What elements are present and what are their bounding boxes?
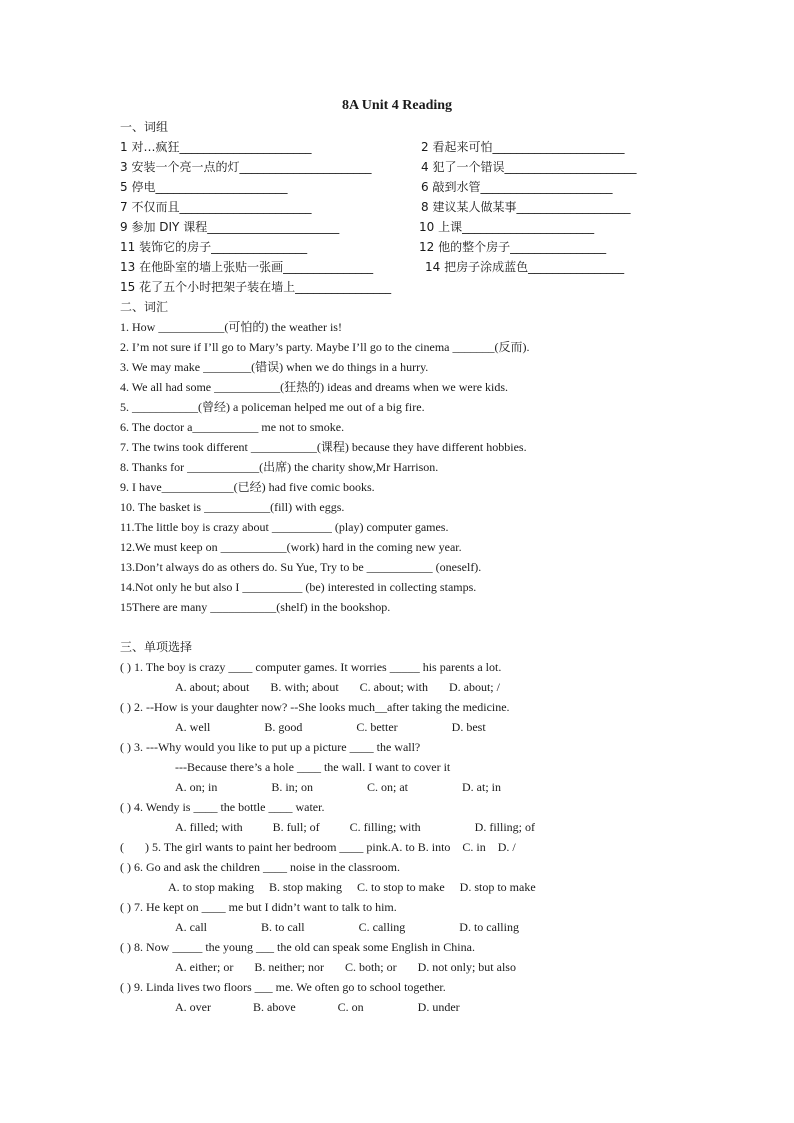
mc-question: ( ) 8. Now _____ the young ___ the old can speak some English in China. [120, 940, 475, 954]
mc-question: ( ) 9. Linda lives two floors ___ me. We often go to school together. [120, 980, 446, 994]
page-title: 8A Unit 4 Reading [341, 98, 453, 113]
phrase-item: 7 不仅而且______________________ [120, 200, 312, 214]
phrase-item: 1 对…疯狂______________________ [120, 140, 312, 154]
phrase-item: 10 上课______________________ [419, 220, 595, 234]
mc-options: A. to stop making B. stop making C. to stop to make D. stop to make [168, 880, 536, 894]
mc-question: ( ) 4. Wendy is ____ the bottle ____ water. [120, 800, 325, 814]
vocab-item: 4. We all had some ___________(狂热的) ideas and dreams when we were kids. [120, 380, 509, 394]
mc-options: A. over B. above C. on D. under [175, 1000, 460, 1014]
mc-question: ( ) 7. He kept on ____ me but I didn’t want to talk to him. [120, 900, 397, 914]
phrase-item: 5 停电______________________ [120, 180, 288, 194]
section3-heading: 三、单项选择 [120, 640, 193, 654]
section2-heading: 二、词汇 [120, 300, 169, 314]
mc-question: ( ) 2. --How is your daughter now? --She looks much__after taking the medicine. [120, 700, 510, 714]
vocab-item: 1. How ___________(可怕的) the weather is! [120, 320, 342, 334]
vocab-item: 2. I’m not sure if I’ll go to Mary’s party. Maybe I’ll go to the cinema _______(反而). [120, 340, 530, 354]
mc-question: ( ) 5. The girl wants to paint her bedroom ____ pink.A. to B. into C. in D. / [120, 840, 516, 854]
mc-options: A. either; or B. neither; nor C. both; or D. not only; but also [175, 960, 516, 974]
mc-options: A. filled; with B. full; of C. filling; with D. filling; of [175, 820, 535, 834]
phrase-item: 14 把房子涂成蓝色________________ [425, 260, 625, 274]
vocab-item: 15There are many ___________(shelf) in the bookshop. [120, 600, 391, 614]
mc-question-continued: ---Because there’s a hole ____ the wall. I want to cover it [175, 760, 451, 774]
mc-options: A. about; about B. with; about C. about; with D. about; / [175, 680, 500, 694]
phrase-item: 13 在他卧室的墙上张贴一张画_______________ [120, 260, 374, 274]
vocab-item: 9. I have____________(已经) had five comic books. [120, 480, 375, 494]
vocab-item: 6. The doctor a___________ me not to smoke. [120, 420, 345, 434]
phrase-item: 15 花了五个小时把架子装在墙上________________ [120, 280, 392, 294]
phrase-item: 11 装饰它的房子________________ [120, 240, 308, 254]
vocab-item: 12.We must keep on ___________(work) hard in the coming new year. [120, 540, 462, 554]
mc-options: A. well B. good C. better D. best [175, 720, 486, 734]
vocab-item: 13.Don’t always do as others do. Su Yue, Try to be ___________ (oneself). [120, 560, 482, 574]
vocab-item: 8. Thanks for ____________(出席) the charity show,Mr Harrison. [120, 460, 439, 474]
mc-options: A. call B. to call C. calling D. to calling [175, 920, 519, 934]
vocab-item: 5. ___________(曾经) a policeman helped me out of a big fire. [120, 400, 425, 414]
phrase-item: 4 犯了一个错误______________________ [421, 160, 637, 174]
mc-question: ( ) 6. Go and ask the children ____ noise in the classroom. [120, 860, 400, 874]
phrase-item: 6 敲到水管______________________ [421, 180, 613, 194]
phrase-item: 2 看起来可怕______________________ [421, 140, 625, 154]
phrase-item: 3 安装一个亮一点的灯______________________ [120, 160, 372, 174]
vocab-item: 14.Not only he but also I __________ (be) interested in collecting stamps. [120, 580, 477, 594]
phrase-item: 9 参加 DIY 课程______________________ [120, 220, 340, 234]
vocab-item: 7. The twins took different ___________(课程) because they have different hobbies. [120, 440, 527, 454]
vocab-item: 3. We may make ________(错误) when we do things in a hurry. [120, 360, 429, 374]
phrase-item: 12 他的整个房子________________ [419, 240, 607, 254]
mc-question: ( ) 3. ---Why would you like to put up a picture ____ the wall? [120, 740, 421, 754]
mc-question: ( ) 1. The boy is crazy ____ computer games. It worries _____ his parents a lot. [120, 660, 502, 674]
mc-options: A. on; in B. in; on C. on; at D. at; in [175, 780, 501, 794]
vocab-item: 11.The little boy is crazy about __________ (play) computer games. [120, 520, 449, 534]
phrase-item: 8 建议某人做某事___________________ [421, 200, 631, 214]
section1-heading: 一、词组 [120, 120, 169, 134]
vocab-item: 10. The basket is ___________(fill) with eggs. [120, 500, 345, 514]
